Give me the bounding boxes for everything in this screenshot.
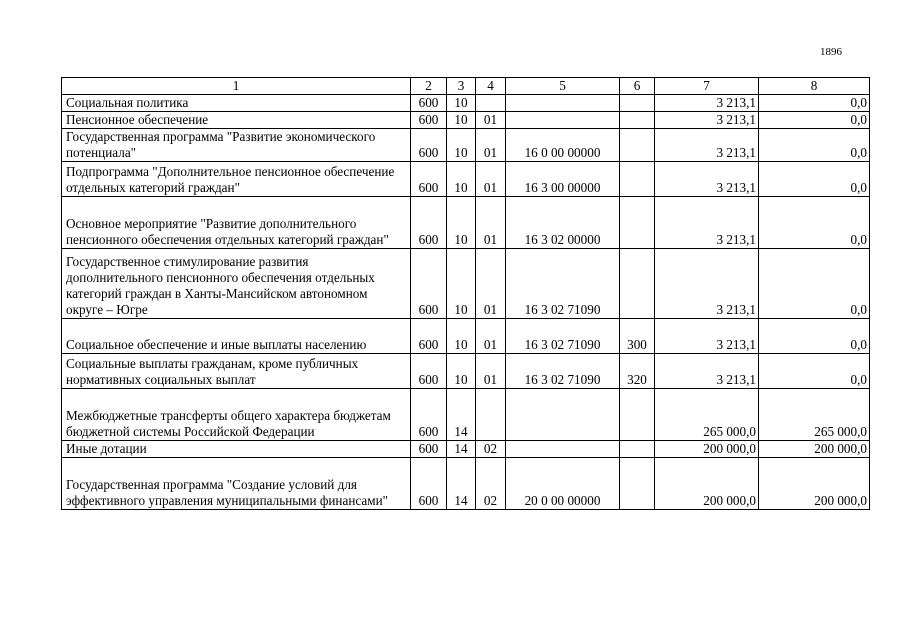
table-row: [62, 95, 870, 112]
cell-expense-type: [620, 197, 655, 249]
cell-ministry-code: 600: [411, 441, 447, 458]
cell-amount: 3 213,1: [655, 129, 759, 162]
cell-subsection-code: 01: [476, 162, 506, 197]
cell-amount: 3 213,1: [655, 249, 759, 319]
row-name: Пенсионное обеспечение: [62, 112, 411, 129]
cell-expense-type: [620, 129, 655, 162]
table-row: [62, 162, 870, 197]
cell-amount: 3 213,1: [655, 319, 759, 354]
cell-amount: 3 213,1: [655, 112, 759, 129]
cell-ministry-code: 600: [411, 129, 447, 162]
cell-expense-type: [620, 441, 655, 458]
cell-expense-type: [620, 162, 655, 197]
cell-expense-type: 300: [620, 319, 655, 354]
cell-amount-2: 0,0: [759, 354, 870, 389]
budget-table: [61, 77, 870, 510]
row-name: Государственная программа "Создание условий для эффективного управления муниципальными финансами": [62, 458, 411, 510]
cell-amount: 3 213,1: [655, 162, 759, 197]
cell-amount-2: 200 000,0: [759, 441, 870, 458]
cell-target-article: [506, 389, 620, 441]
cell-expense-type: [620, 389, 655, 441]
cell-subsection-code: [476, 389, 506, 441]
table-row: [62, 441, 870, 458]
column-header: 7: [655, 78, 759, 95]
cell-section-code: 10: [447, 112, 476, 129]
cell-expense-type: [620, 95, 655, 112]
cell-amount-2: 0,0: [759, 129, 870, 162]
cell-subsection-code: 01: [476, 249, 506, 319]
row-name: Социальная политика: [62, 95, 411, 112]
cell-subsection-code: [476, 95, 506, 112]
page-number: 1896: [820, 46, 842, 58]
cell-target-article: [506, 95, 620, 112]
cell-target-article: 20 0 00 00000: [506, 458, 620, 510]
cell-ministry-code: 600: [411, 354, 447, 389]
table-row: [62, 319, 870, 354]
table-row: [62, 249, 870, 319]
row-name: Социальные выплаты гражданам, кроме публичных нормативных социальных выплат: [62, 354, 411, 389]
cell-ministry-code: 600: [411, 95, 447, 112]
cell-amount-2: 265 000,0: [759, 389, 870, 441]
row-name: Социальное обеспечение и иные выплаты населению: [62, 319, 411, 354]
cell-amount-2: 0,0: [759, 162, 870, 197]
cell-ministry-code: 600: [411, 319, 447, 354]
column-header: 4: [476, 78, 506, 95]
row-name: Межбюджетные трансферты общего характера бюджетам бюджетной системы Российской Федерации: [62, 389, 411, 441]
cell-amount: 200 000,0: [655, 458, 759, 510]
table-row: [62, 389, 870, 441]
cell-section-code: 10: [447, 319, 476, 354]
cell-target-article: [506, 112, 620, 129]
cell-expense-type: [620, 458, 655, 510]
row-name: Основное мероприятие "Развитие дополнительного пенсионного обеспечения отдельных категорий граждан": [62, 197, 411, 249]
cell-section-code: 10: [447, 354, 476, 389]
cell-expense-type: [620, 249, 655, 319]
cell-ministry-code: 600: [411, 458, 447, 510]
column-header: 5: [506, 78, 620, 95]
table-row: [62, 112, 870, 129]
cell-amount: 265 000,0: [655, 389, 759, 441]
cell-expense-type: [620, 112, 655, 129]
row-name: Государственное стимулирование развития дополнительного пенсионного обеспечения отдельных категорий граждан в Ханты-Мансийском автономном округе – Югре: [62, 249, 411, 319]
column-header: 1: [62, 78, 411, 95]
cell-target-article: 16 3 02 71090: [506, 319, 620, 354]
cell-amount-2: 0,0: [759, 112, 870, 129]
cell-amount: 3 213,1: [655, 354, 759, 389]
table-row: [62, 129, 870, 162]
table-row: [62, 458, 870, 510]
cell-target-article: 16 0 00 00000: [506, 129, 620, 162]
cell-amount: 200 000,0: [655, 441, 759, 458]
cell-section-code: 14: [447, 389, 476, 441]
cell-subsection-code: 02: [476, 441, 506, 458]
cell-subsection-code: 01: [476, 112, 506, 129]
cell-ministry-code: 600: [411, 112, 447, 129]
cell-target-article: 16 3 00 00000: [506, 162, 620, 197]
cell-ministry-code: 600: [411, 249, 447, 319]
cell-amount: 3 213,1: [655, 95, 759, 112]
cell-ministry-code: 600: [411, 197, 447, 249]
cell-subsection-code: 01: [476, 129, 506, 162]
row-name: Иные дотации: [62, 441, 411, 458]
cell-section-code: 10: [447, 197, 476, 249]
table-row: [62, 354, 870, 389]
cell-subsection-code: 01: [476, 354, 506, 389]
cell-amount-2: 200 000,0: [759, 458, 870, 510]
cell-subsection-code: 02: [476, 458, 506, 510]
cell-section-code: 10: [447, 249, 476, 319]
cell-amount-2: 0,0: [759, 249, 870, 319]
cell-section-code: 10: [447, 129, 476, 162]
cell-amount-2: 0,0: [759, 95, 870, 112]
cell-amount-2: 0,0: [759, 319, 870, 354]
cell-target-article: [506, 441, 620, 458]
cell-target-article: 16 3 02 00000: [506, 197, 620, 249]
column-header: 2: [411, 78, 447, 95]
table-row: [62, 197, 870, 249]
row-name: Подпрограмма "Дополнительное пенсионное обеспечение отдельных категорий граждан": [62, 162, 411, 197]
cell-ministry-code: 600: [411, 162, 447, 197]
cell-amount-2: 0,0: [759, 197, 870, 249]
cell-amount: 3 213,1: [655, 197, 759, 249]
cell-section-code: 10: [447, 162, 476, 197]
table-header-row: [62, 78, 870, 95]
cell-subsection-code: 01: [476, 319, 506, 354]
cell-target-article: 16 3 02 71090: [506, 354, 620, 389]
cell-section-code: 14: [447, 458, 476, 510]
cell-target-article: 16 3 02 71090: [506, 249, 620, 319]
cell-section-code: 10: [447, 95, 476, 112]
column-header: 8: [759, 78, 870, 95]
cell-subsection-code: 01: [476, 197, 506, 249]
row-name: Государственная программа "Развитие экономического потенциала": [62, 129, 411, 162]
column-header: 3: [447, 78, 476, 95]
cell-section-code: 14: [447, 441, 476, 458]
cell-expense-type: 320: [620, 354, 655, 389]
column-header: 6: [620, 78, 655, 95]
cell-ministry-code: 600: [411, 389, 447, 441]
